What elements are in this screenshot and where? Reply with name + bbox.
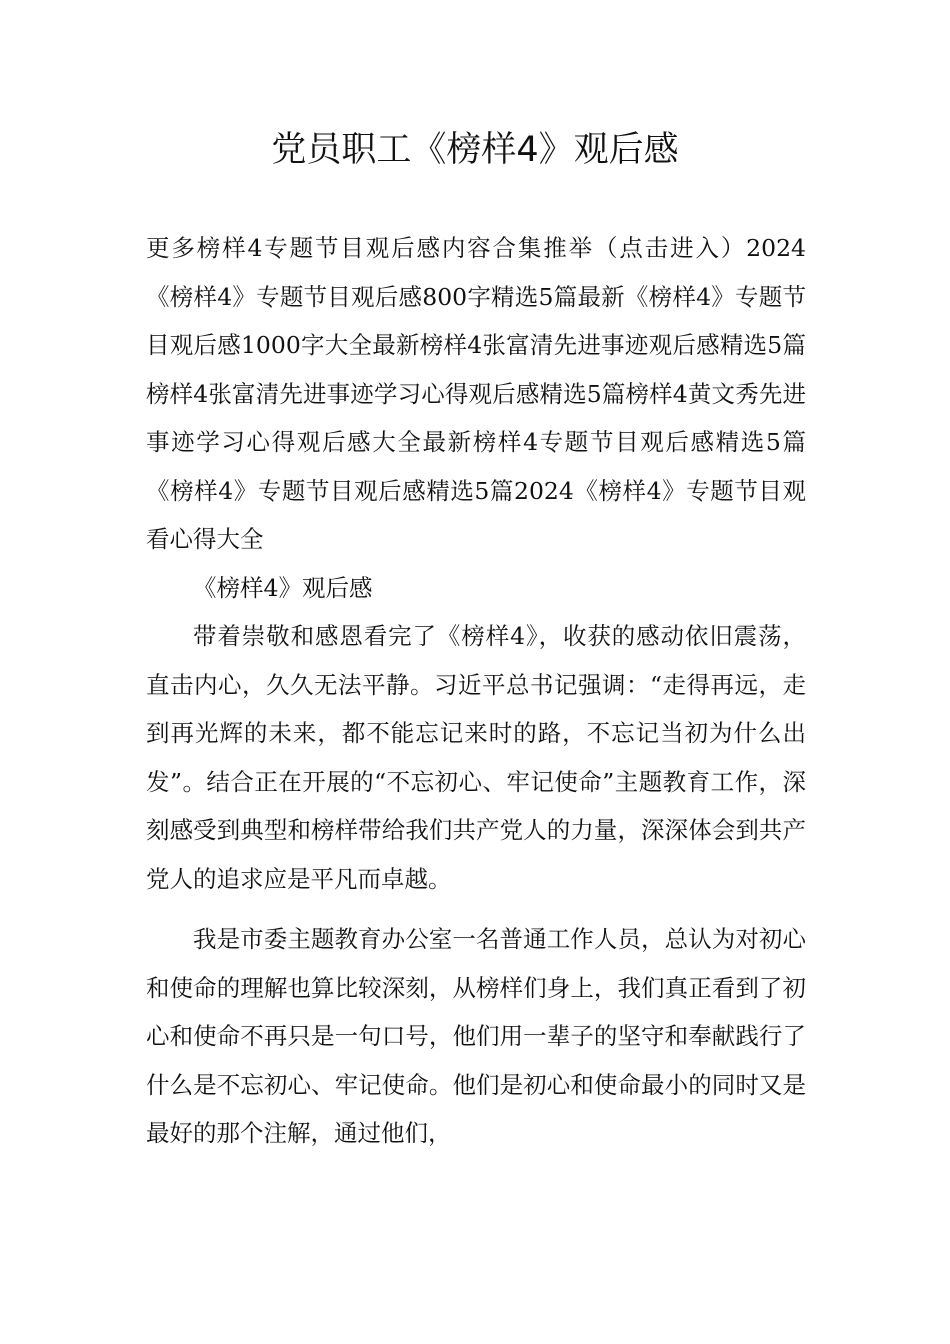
document-title: 党员职工《榜样4》观后感 [271, 130, 679, 170]
body-paragraph-1: 带着崇敬和感恩看完了《榜样4》，收获的感动依旧震荡，直击内心，久久无法平静。习近平总书记强调：“走得再远，走到再光辉的未来，都不能忘记来时的路，不忘记当初为什么出发”。结合正在开展的“不忘初心、牢记使命”主题教育工作，深刻感受到典型和榜样带给我们共产党人的力量，深深体会到共产党人的追求应是平凡而卓越。 [146, 622, 806, 893]
body-paragraph-2: 我是市委主题教育办公室一名普通工作人员，总认为对初心和使命的理解也算比较深刻，从榜样们身上，我们真正看到了初心和使命不再只是一句口号，他们用一辈子的坚守和奉献践行了什么是不忘初心、牢记使命。他们是初心和使命最小的同时又是最好的那个注解，通过他们， [146, 925, 806, 1147]
intro-paragraph: 更多榜样4专题节目观后感内容合集推举（点击进入）2024《榜样4》专题节目观后感800字精选5篇最新《榜样4》专题节目观后感1000字大全最新榜样4张富清先进事迹观后感精选5篇榜样4张富清先进事迹学习心得观后感精选5篇榜样4黄文秀先进事迹学习心得观后感大全最新榜样4专题节目观后感精选5篇《榜样4》专题节目观后感精选5篇2024《榜样4》专题节目观看心得大全 [146, 234, 806, 553]
document-body [146, 224, 806, 1158]
subheading: 《榜样4》观后感 [193, 573, 373, 602]
